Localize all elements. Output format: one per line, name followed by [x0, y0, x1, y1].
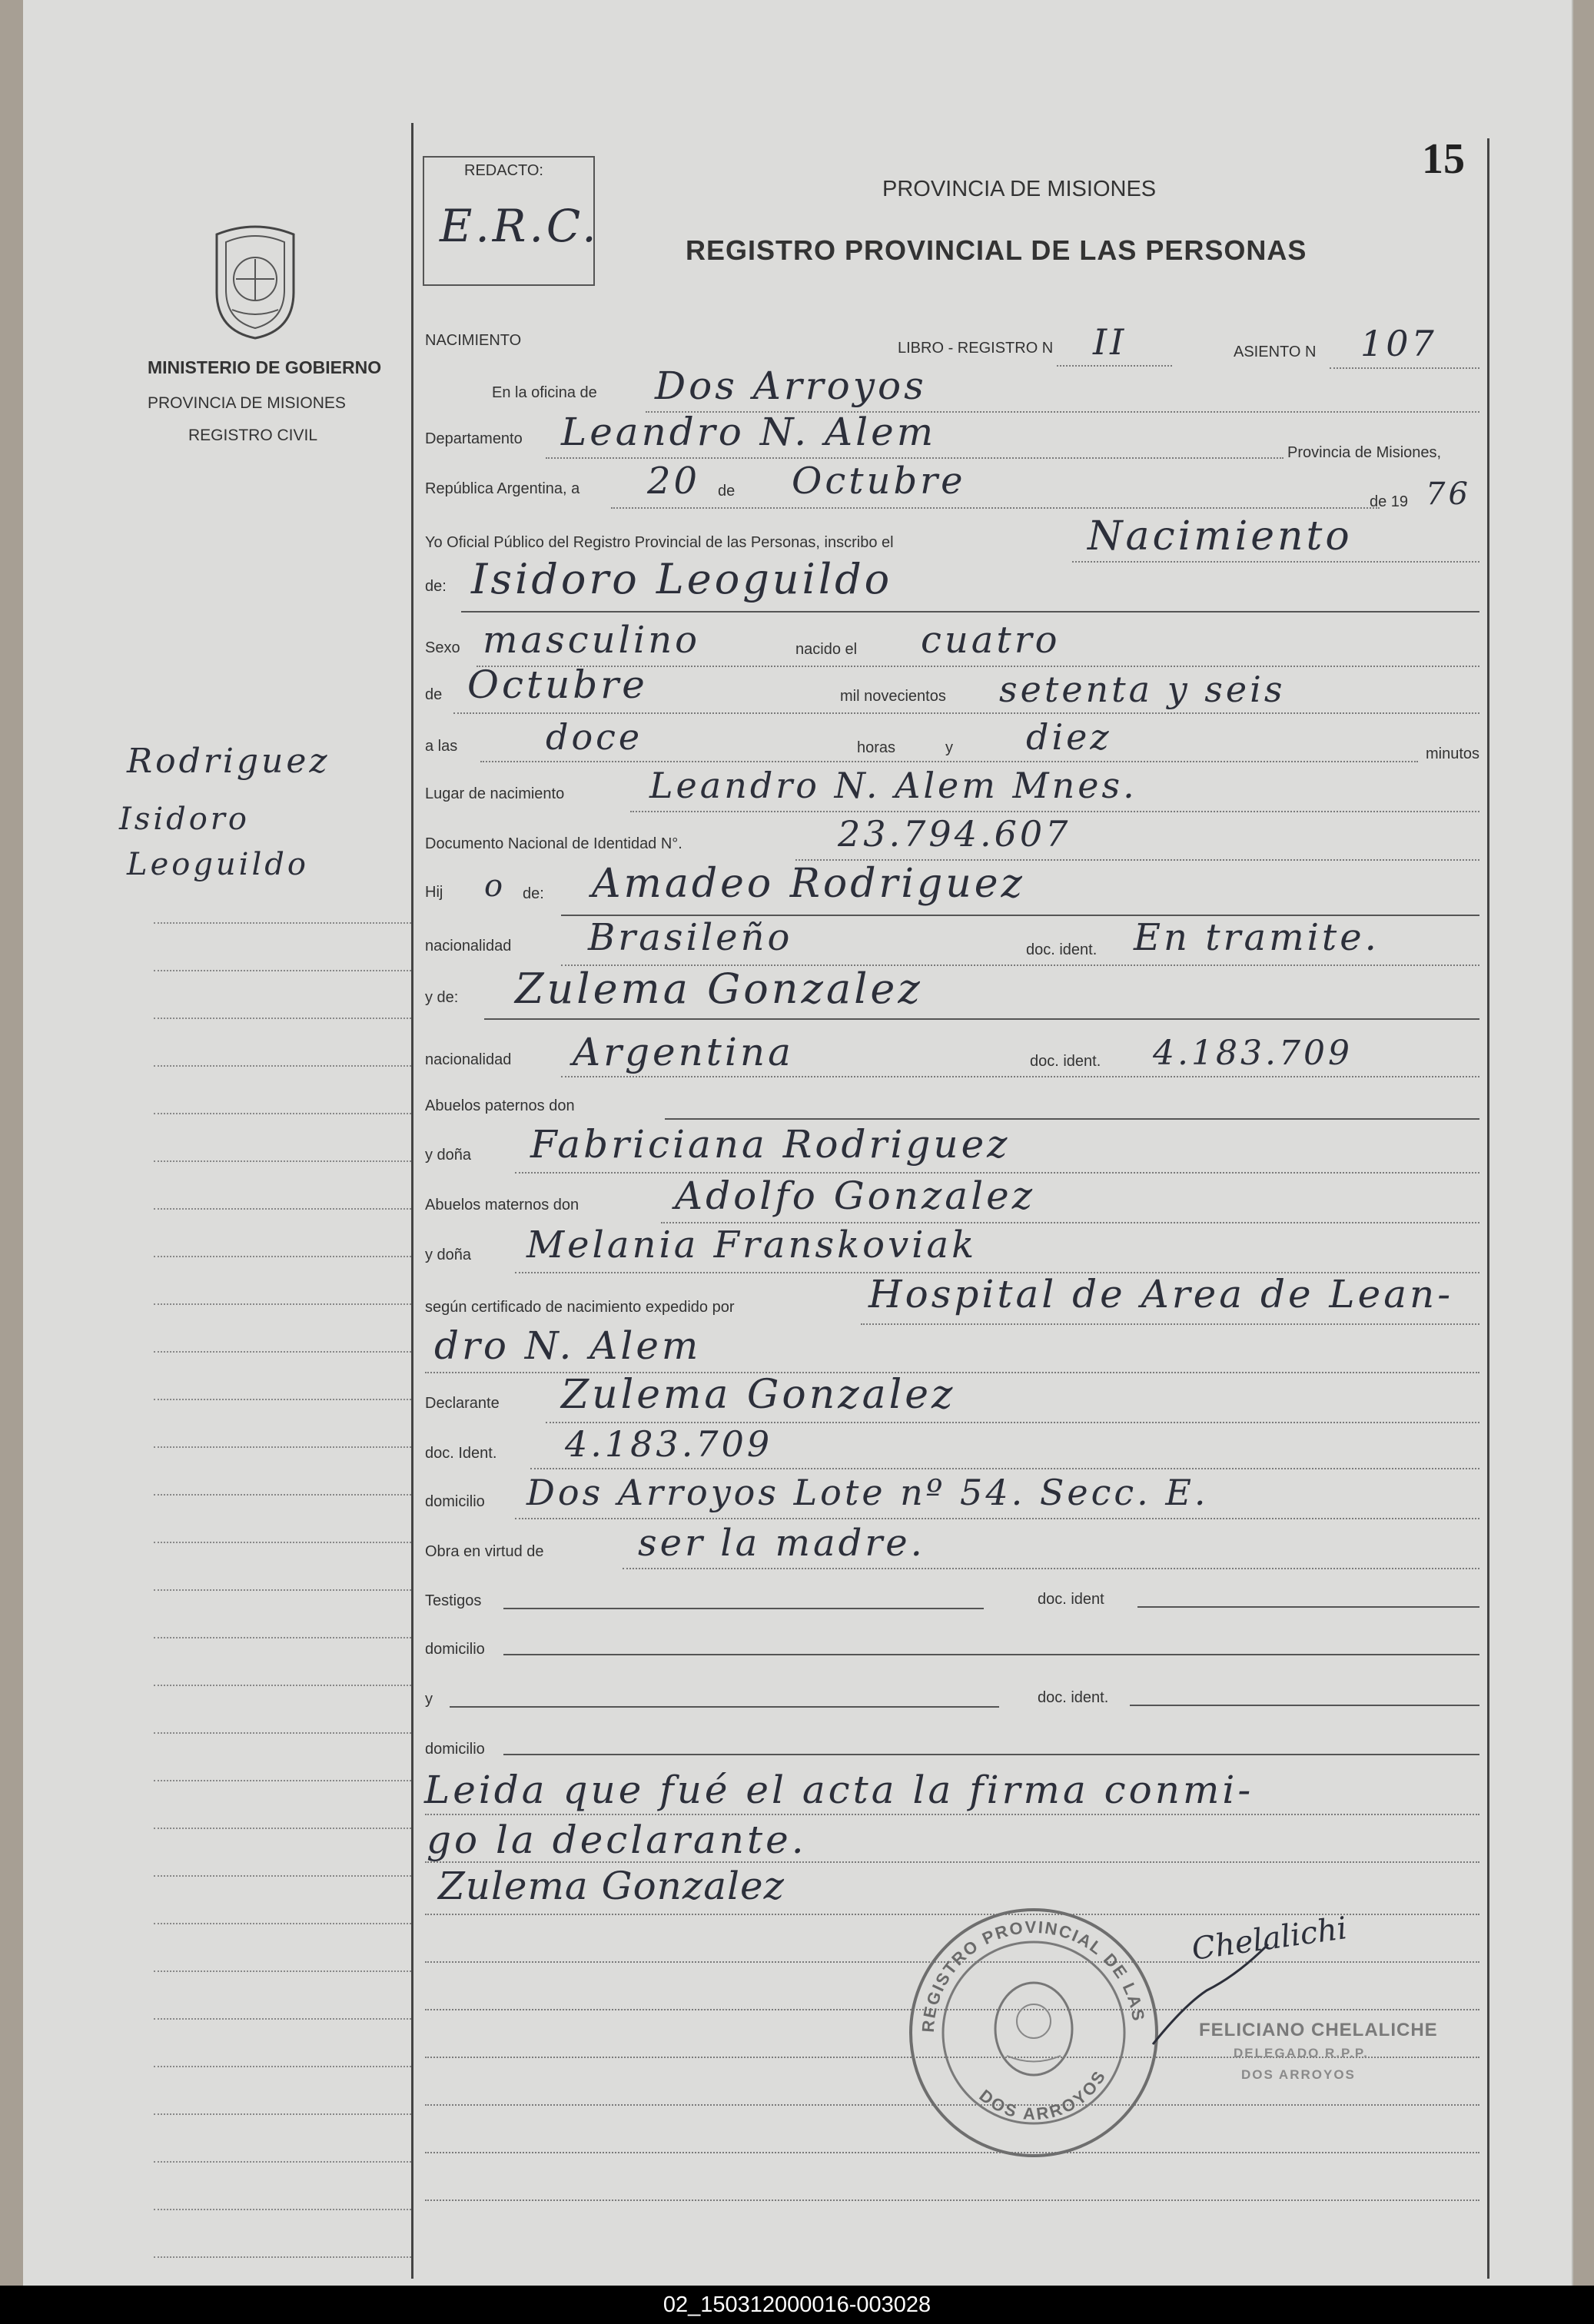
margin-rule — [154, 1685, 411, 1686]
margin-rule — [154, 1446, 411, 1448]
padre-docident-label: doc. ident. — [1026, 941, 1098, 958]
page-number: 15 — [1422, 135, 1465, 183]
de2-label: de: — [425, 578, 447, 595]
alas-label: a las — [425, 738, 458, 755]
libro-label: LIBRO - REGISTRO N — [898, 340, 1054, 357]
oficina-value: Dos Arroyos — [655, 364, 927, 408]
officer-place: DOS ARROYOS — [1241, 2067, 1356, 2082]
testigo1-domicilio-label: domicilio — [425, 1641, 485, 1658]
margin-note-name2: Leoguildo — [127, 847, 309, 882]
minutos-value: diez — [1026, 716, 1112, 758]
margin-note-surname: Rodriguez — [127, 742, 330, 781]
margin-rule — [154, 1780, 411, 1781]
oficial-text: Yo Oficial Público del Registro Provincial de las Personas, inscribo el — [425, 534, 894, 551]
margin-rule — [154, 2209, 411, 2210]
padre-nac-label: nacionalidad — [425, 938, 512, 954]
de4-label: de: — [523, 885, 544, 902]
officer-name: FELICIANO CHELALICHE — [1199, 2020, 1438, 2040]
asiento-label: ASIENTO N — [1234, 344, 1317, 360]
certificado-value2: dro N. Alem — [434, 1323, 702, 1368]
asiento-value: 107 — [1360, 323, 1437, 364]
abuela-pat-value: Fabriciana Rodriguez — [530, 1122, 1011, 1167]
hij-label: Hij — [425, 884, 443, 901]
footer-id: 02_150312000016-003028 — [0, 2286, 1594, 2324]
anio-value: 76 — [1426, 476, 1471, 512]
margin-rule — [154, 2161, 411, 2163]
minutos-label: minutos — [1426, 745, 1480, 762]
margin-note-name1: Isidoro — [119, 802, 251, 837]
dni-value: 23.794.607 — [838, 813, 1071, 855]
certificado-value1: Hospital de Area de Lean- — [868, 1272, 1454, 1316]
horas-label: horas — [857, 739, 896, 756]
margin-rule — [154, 1065, 411, 1067]
section-label: NACIMIENTO — [425, 332, 522, 349]
margin-rule — [154, 2256, 411, 2258]
abuela-pat-label: y doña — [425, 1147, 472, 1164]
sexo-value: masculino — [483, 619, 701, 662]
madre-nac-label: nacionalidad — [425, 1051, 512, 1068]
departamento-value: Leandro N. Alem — [561, 410, 937, 454]
provincia-label: Provincia de Misiones, — [1287, 444, 1442, 461]
sexo-label: Sexo — [425, 639, 460, 656]
obra-label: Obra en virtud de — [425, 1543, 544, 1560]
declarante-label: Declarante — [425, 1395, 500, 1412]
margin-rule — [154, 2018, 411, 2020]
testigo2-domicilio-label: domicilio — [425, 1741, 485, 1758]
ministry-name: MINISTERIO DE GOBIERNO — [148, 357, 382, 377]
republica-label: República Argentina, a — [425, 480, 580, 497]
margin-rule — [154, 1494, 411, 1496]
madre-doc-value: 4.183.709 — [1153, 1034, 1353, 1073]
margin-rule — [154, 1923, 411, 1924]
declarante-signature: Zulema Gonzalez — [438, 1864, 785, 1908]
domicilio-label: domicilio — [425, 1493, 485, 1510]
margin-rule — [154, 1160, 411, 1162]
abuelos-mat-label: Abuelos maternos don — [425, 1197, 579, 1213]
margin-rule — [154, 1256, 411, 1257]
margin-rule — [154, 2066, 411, 2067]
yde-label: y de: — [425, 989, 459, 1006]
dni-label: Documento Nacional de Identidad N°. — [425, 835, 682, 852]
y-label: y — [945, 739, 953, 756]
dia-value: 20 — [647, 460, 701, 503]
abuelos-pat-label: Abuelos paternos don — [425, 1097, 575, 1114]
declarante-doc-value: 4.183.709 — [565, 1423, 773, 1465]
redacto-box — [423, 156, 599, 286]
right-border — [1487, 138, 1489, 2279]
margin-rule — [154, 1303, 411, 1305]
anio2-value: setenta y seis — [999, 669, 1286, 710]
margin-rule — [154, 1637, 411, 1638]
header-province: PROVINCIA DE MISIONES — [882, 177, 1157, 201]
form-rule — [425, 2200, 1479, 2201]
margin-rule — [154, 970, 411, 971]
margin-rule — [154, 1970, 411, 1972]
nombre-value: Isidoro Leoguildo — [471, 555, 893, 603]
margin-rule — [154, 1208, 411, 1210]
margin-rule — [154, 1399, 411, 1400]
margin-rule — [154, 1828, 411, 1829]
testigos-label: Testigos — [425, 1592, 482, 1609]
madre-nac-value: Argentina — [573, 1030, 794, 1074]
testigo2-y-label: y — [425, 1691, 433, 1708]
certificado-label: según certificado de nacimiento expedido por — [425, 1299, 735, 1316]
de-label: de — [718, 483, 736, 500]
libro-value: II — [1093, 321, 1127, 363]
oficina-label: En la oficina de — [492, 384, 597, 401]
mil-label: mil novecientos — [840, 688, 946, 705]
margin-rule — [154, 1542, 411, 1543]
stamp-outer-text: REGISTRO PROVINCIAL DE LAS — [918, 1917, 1149, 2034]
declarante-docident-label: doc. Ident. — [425, 1445, 497, 1462]
hij-value: o — [484, 868, 506, 904]
margin-rule — [154, 1351, 411, 1353]
lugar-label: Lugar de nacimiento — [425, 785, 565, 802]
margin-rule — [154, 2113, 411, 2115]
svg-text:REGISTRO PROVINCIAL DE LAS PER — [903, 1902, 1149, 2033]
anio-label: de 19 — [1370, 493, 1409, 510]
madre-value: Zulema Gonzalez — [515, 964, 923, 1013]
de3-label: de — [425, 686, 443, 703]
cierre-line2: go la declarante. — [427, 1818, 807, 1862]
domicilio-value: Dos Arroyos Lote nº 54. Secc. E. — [526, 1472, 1209, 1513]
margin-rule — [154, 1875, 411, 1877]
abuelo-mat-value: Adolfo Gonzalez — [675, 1174, 1036, 1218]
nacido-label: nacido el — [795, 641, 858, 658]
testigo1-docident-label: doc. ident — [1038, 1591, 1104, 1608]
cierre-line1: Leida que fué el acta la firma conmi- — [424, 1768, 1254, 1812]
abuela-mat-label: y doña — [425, 1247, 472, 1263]
margin-rule — [154, 1018, 411, 1019]
stamp-bottom-text: DOS ARROYOS — [975, 2066, 1111, 2124]
mes2-value: Octubre — [467, 662, 648, 707]
padre-doc-value: En tramite. — [1134, 916, 1380, 959]
madre-docident-label: doc. ident. — [1030, 1053, 1101, 1070]
padre-nac-value: Brasileño — [588, 916, 793, 959]
hora-value: doce — [546, 716, 643, 758]
register-page — [23, 0, 1573, 2286]
redacto-label: REDACTO: — [464, 162, 543, 179]
margin-divider — [411, 123, 413, 2279]
declarante-value: Zulema Gonzalez — [561, 1372, 956, 1418]
ministry-province: PROVINCIA DE MISIONES — [148, 394, 346, 412]
ministry-registry: REGISTRO CIVIL — [188, 427, 318, 444]
padre-value: Amadeo Rodriguez — [592, 861, 1025, 907]
lugar-value: Leandro N. Alem Mnes. — [649, 765, 1137, 806]
obra-value: ser la madre. — [638, 1522, 925, 1565]
nacido-value: cuatro — [921, 619, 1061, 662]
margin-rule — [154, 1732, 411, 1734]
redacto-initials: E.R.C. — [440, 200, 599, 252]
officer-signature: Chelalichi — [1189, 1911, 1350, 1967]
mes-value: Octubre — [792, 460, 966, 503]
officer-title: DELEGADO R.P.P. — [1234, 2046, 1369, 2060]
margin-rule — [154, 1113, 411, 1114]
provincial-coat-of-arms-icon — [201, 219, 309, 342]
testigo2-docident-label: doc. ident. — [1038, 1689, 1109, 1706]
margin-rule — [154, 1589, 411, 1591]
acto-value: Nacimiento — [1088, 513, 1353, 559]
abuela-mat-value: Melania Franskoviak — [526, 1223, 978, 1267]
departamento-label: Departamento — [425, 430, 523, 447]
margin-rule — [154, 922, 411, 924]
header-title: REGISTRO PROVINCIAL DE LAS PERSONAS — [686, 234, 1307, 266]
